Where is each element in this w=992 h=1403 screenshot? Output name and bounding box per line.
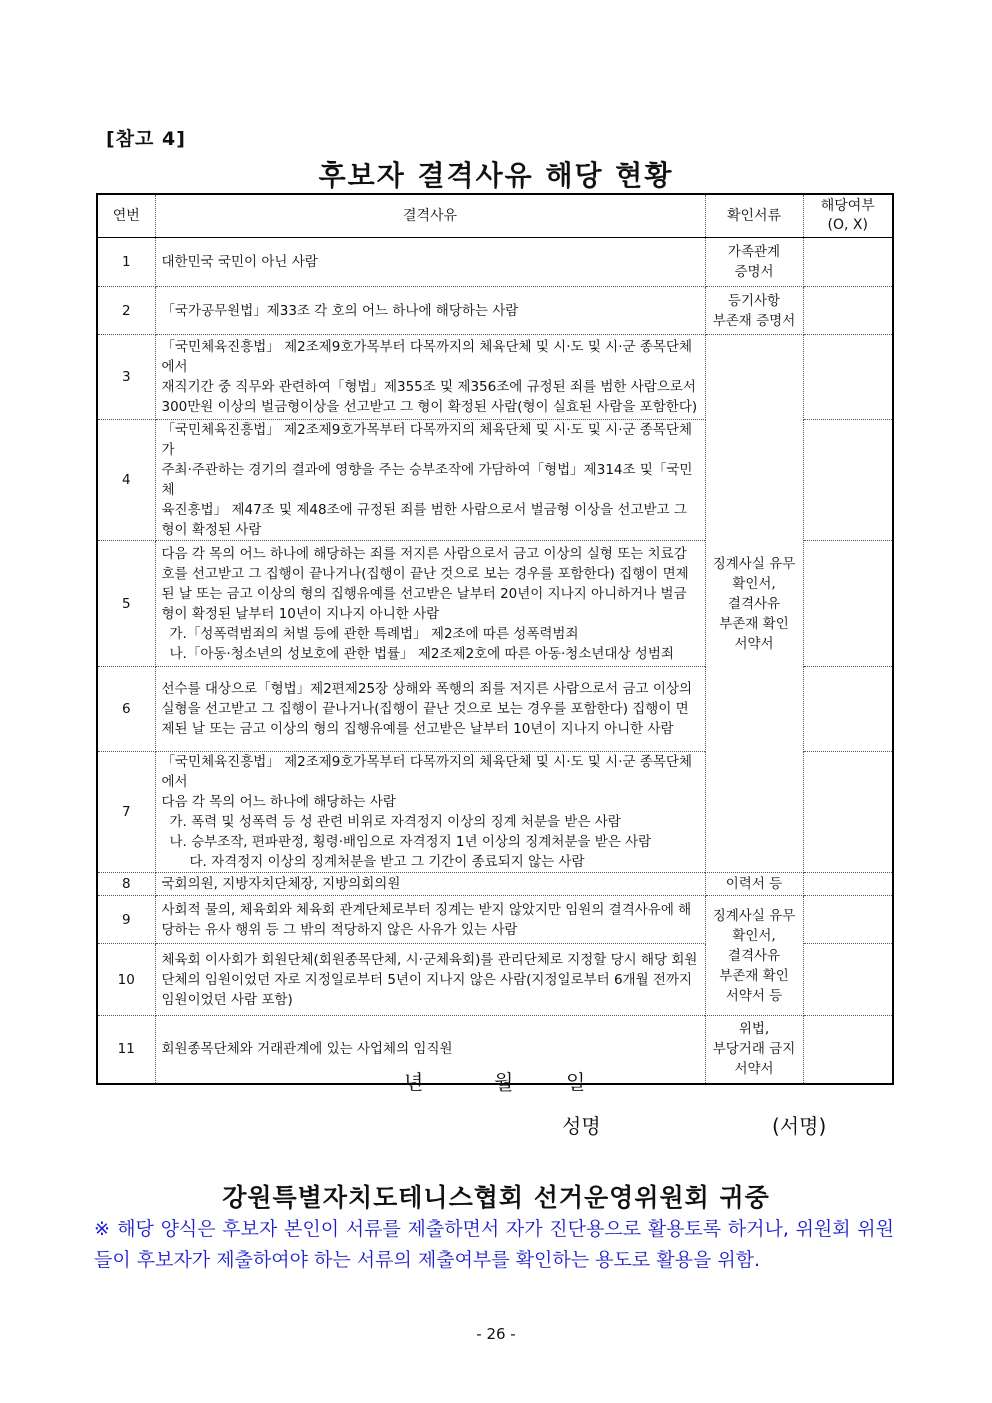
applies-cell[interactable] xyxy=(803,420,893,541)
reason-line: 형이 확정된 날부터 10년이 지나지 아니한 사람 xyxy=(161,605,440,622)
row-no: 3 xyxy=(97,335,155,420)
row-no: 11 xyxy=(97,1016,155,1084)
row-reason xyxy=(155,667,705,752)
doc-line: 부존재 확인 xyxy=(719,615,789,632)
doc-line: 징계사실 유무 xyxy=(712,555,796,572)
row-no: 7 xyxy=(97,752,155,873)
reason-subitem: 나. 승부조작, 편파판정, 횡령·배임으로 자격정지 1년 이상의 징계처분을 받은 사람 xyxy=(169,834,652,850)
doc-line: 부존재 확인 xyxy=(719,967,789,984)
reason-subitem: 가.「성폭력범죄의 처벌 등에 관한 특례법」 제2조에 따른 성폭력범죄 xyxy=(169,625,579,642)
applies-cell[interactable] xyxy=(803,287,893,335)
row-reason xyxy=(155,752,705,873)
reason-line: 「국민체육진흥법」 제2조제9호가목부터 다목까지의 체육단체 및 시·도 및 시·군 종목단체가 xyxy=(161,422,692,458)
table-row xyxy=(97,896,893,944)
reason-line: 주최·주관하는 경기의 결과에 영향을 주는 승부조작에 가담하여「형법」제314조 및「국민체 xyxy=(161,462,693,498)
applies-cell[interactable] xyxy=(803,667,893,752)
reason-subitem: 가. 폭력 및 성폭력 등 성 관련 비위로 자격정지 이상의 징계 처분을 받은 사람 xyxy=(169,814,621,830)
row-no: 5 xyxy=(97,541,155,667)
row-docs xyxy=(705,287,803,335)
row-reason xyxy=(155,944,705,1016)
doc-line: 증명서 xyxy=(734,264,774,280)
table-header-row xyxy=(97,194,893,238)
reason-subitem: 다. 자격정지 이상의 징계처분을 받고 그 기간이 종료되지 않는 사람 xyxy=(189,854,585,870)
doc-line: 가족관계 xyxy=(727,244,781,260)
reason-line: 다음 각 목의 어느 하나에 해당하는 사람 xyxy=(161,794,396,810)
reason-line: 제된 날 또는 금고 이상의 형의 집행유예를 선고받은 날부터 10년이 지나지 아니한 사람 xyxy=(161,721,674,737)
date-month: 월 xyxy=(494,1070,514,1094)
row-docs xyxy=(705,238,803,287)
usage-note: ※ 해당 양식은 후보자 본인이 서류를 제출하면서 자가 진단용으로 활용토록 하거나, 위원회 위원들이 후보자가 제출하여야 하는 서류의 제출여부를 확인하는 용도로 활용을 위함. xyxy=(94,1218,894,1271)
row-reason xyxy=(155,896,705,944)
reason-line: 「국민체육진흥법」 제2조제9호가목부터 다목까지의 체육단체 및 시·도 및 시·군 종목단체에서 xyxy=(161,339,692,375)
doc-line: 결격사유 xyxy=(727,947,781,964)
reason-line: 선수를 대상으로「형법」제2편제25장 상해와 폭행의 죄를 저지른 사람으로서 금고 이상의 xyxy=(161,681,692,697)
table-row xyxy=(97,873,893,896)
row-no: 4 xyxy=(97,420,155,541)
doc-line: 등기사항 xyxy=(727,292,781,309)
applies-cell[interactable] xyxy=(803,1016,893,1084)
reason-line: 된 날 또는 금고 이상의 형의 집행유예를 선고받은 날부터 20년이 지나지 아니하거나 벌금 xyxy=(161,585,687,602)
header-applies xyxy=(803,194,893,238)
reason-line: 사회적 물의, 체육회와 체육회 관계단체로부터 징계는 받지 않았지만 임원의 결격사유에 해 xyxy=(161,901,692,918)
header-no: 연번 xyxy=(97,194,155,238)
doc-line: 서약서 xyxy=(734,1061,774,1078)
table-row xyxy=(97,335,893,420)
reason-line: 「국민체육진흥법」 제2조제9호가목부터 다목까지의 체육단체 및 시·도 및 시·군 종목단체에서 xyxy=(161,754,692,790)
reason-line: 국회의원, 지방자치단체장, 지방의회의원 xyxy=(161,876,401,892)
applies-cell[interactable] xyxy=(803,752,893,873)
doc-line: 서약서 xyxy=(734,635,774,652)
header-docs: 확인서류 xyxy=(705,194,803,238)
doc-line: 확인서, xyxy=(732,575,776,592)
table-row xyxy=(97,238,893,287)
applies-cell[interactable] xyxy=(803,335,893,420)
applies-cell[interactable] xyxy=(803,238,893,287)
page-number: - 26 - xyxy=(476,1325,516,1343)
applies-cell[interactable] xyxy=(803,944,893,1016)
row-no: 2 xyxy=(97,287,155,335)
document-title: 후보자 결격사유 해당 현황 xyxy=(318,159,674,192)
date-line xyxy=(404,1066,585,1095)
applies-cell[interactable] xyxy=(803,541,893,667)
header-applies-line2: (O, X) xyxy=(827,217,868,233)
reason-line: 형이 확정된 사람 xyxy=(161,522,262,538)
doc-line: 징계사실 유무 xyxy=(712,907,796,924)
doc-line: 이력서 등 xyxy=(725,876,783,892)
applies-cell[interactable] xyxy=(803,873,893,896)
row-reason xyxy=(155,541,705,667)
row-reason xyxy=(155,238,705,287)
date-day: 일 xyxy=(566,1070,586,1094)
reason-line: 호를 선고받고 그 집행이 끝나거나(집행이 끝난 것으로 보는 경우를 포함한다) 집행이 면제 xyxy=(161,565,689,582)
row-docs xyxy=(705,335,803,873)
reason-line: 육진흥법」 제47조 및 제48조에 규정된 죄를 범한 사람으로서 벌금형 이상을 선고받고 그 xyxy=(161,502,687,518)
row-reason xyxy=(155,335,705,420)
header-applies-line1: 해당여부 xyxy=(820,198,875,214)
reason-line: 대한민국 국민이 아닌 사람 xyxy=(161,254,318,270)
reason-line: 임원이었던 사람 포함) xyxy=(161,991,293,1008)
doc-line: 위법, xyxy=(738,1021,770,1038)
header-reason: 결격사유 xyxy=(155,194,705,238)
reason-line: 재직기간 중 직무와 관련하여「형법」제355조 및 제356조에 규정된 죄를 범한 사람으로서 xyxy=(161,379,696,395)
reason-line: 「국가공무원법」제33조 각 호의 어느 하나에 해당하는 사람 xyxy=(161,302,519,319)
doc-line: 확인서, xyxy=(732,927,776,944)
row-no: 1 xyxy=(97,238,155,287)
row-docs xyxy=(705,896,803,1016)
reason-line: 당하는 유사 행위 등 그 밖의 적당하지 않은 사유가 있는 사람 xyxy=(161,921,518,938)
date-year: 년 xyxy=(404,1070,424,1094)
reason-line: 다음 각 목의 어느 하나에 해당하는 죄를 저지른 사람으로서 금고 이상의 실형 또는 치료감 xyxy=(161,545,687,562)
row-reason xyxy=(155,287,705,335)
reason-line: 회원종목단체와 거래관계에 있는 사업체의 임직원 xyxy=(161,1041,453,1058)
row-no: 6 xyxy=(97,667,155,752)
reason-line: 300만원 이상의 벌금형이상을 선고받고 그 형이 확정된 사람(형이 실효된 사람을 포함한다) xyxy=(161,399,698,415)
doc-line: 서약서 등 xyxy=(725,987,783,1004)
row-no: 8 xyxy=(97,873,155,896)
row-docs xyxy=(705,873,803,896)
reference-label: [참고 4] xyxy=(106,128,186,150)
sign-name-label: 성명 xyxy=(562,1114,601,1138)
addressee: 강원특별자치도테니스협회 선거운영위원회 귀중 xyxy=(222,1183,770,1212)
reason-line: 체육회 이사회가 회원단체(회원종목단체, 시·군체육회)를 관리단체로 지정할 당시 해당 회원 xyxy=(161,951,698,968)
doc-line: 결격사유 xyxy=(727,595,781,612)
reason-line: 단체의 임원이었던 자로 지정일로부터 5년이 지나지 않은 사람(지정일로부터 6개월 전까지 xyxy=(161,971,693,988)
doc-line: 부당거래 금지 xyxy=(712,1041,796,1058)
row-reason xyxy=(155,420,705,541)
reason-line: 실형을 선고받고 그 집행이 끝나거나(집행이 끝난 것으로 보는 경우를 포함한다) 집행이 면 xyxy=(161,701,689,717)
reason-subitem: 나.「아동·청소년의 성보호에 관한 법률」 제2조제2호에 따른 아동·청소년대상 성범죄 xyxy=(169,645,674,662)
row-no: 10 xyxy=(97,944,155,1016)
sign-seal-label: (서명) xyxy=(772,1114,827,1138)
disqualification-table xyxy=(96,193,894,1085)
row-no: 9 xyxy=(97,896,155,944)
doc-line: 부존재 증명서 xyxy=(712,312,796,329)
applies-cell[interactable] xyxy=(803,896,893,944)
table-row xyxy=(97,287,893,335)
row-reason xyxy=(155,873,705,896)
row-docs xyxy=(705,1016,803,1084)
